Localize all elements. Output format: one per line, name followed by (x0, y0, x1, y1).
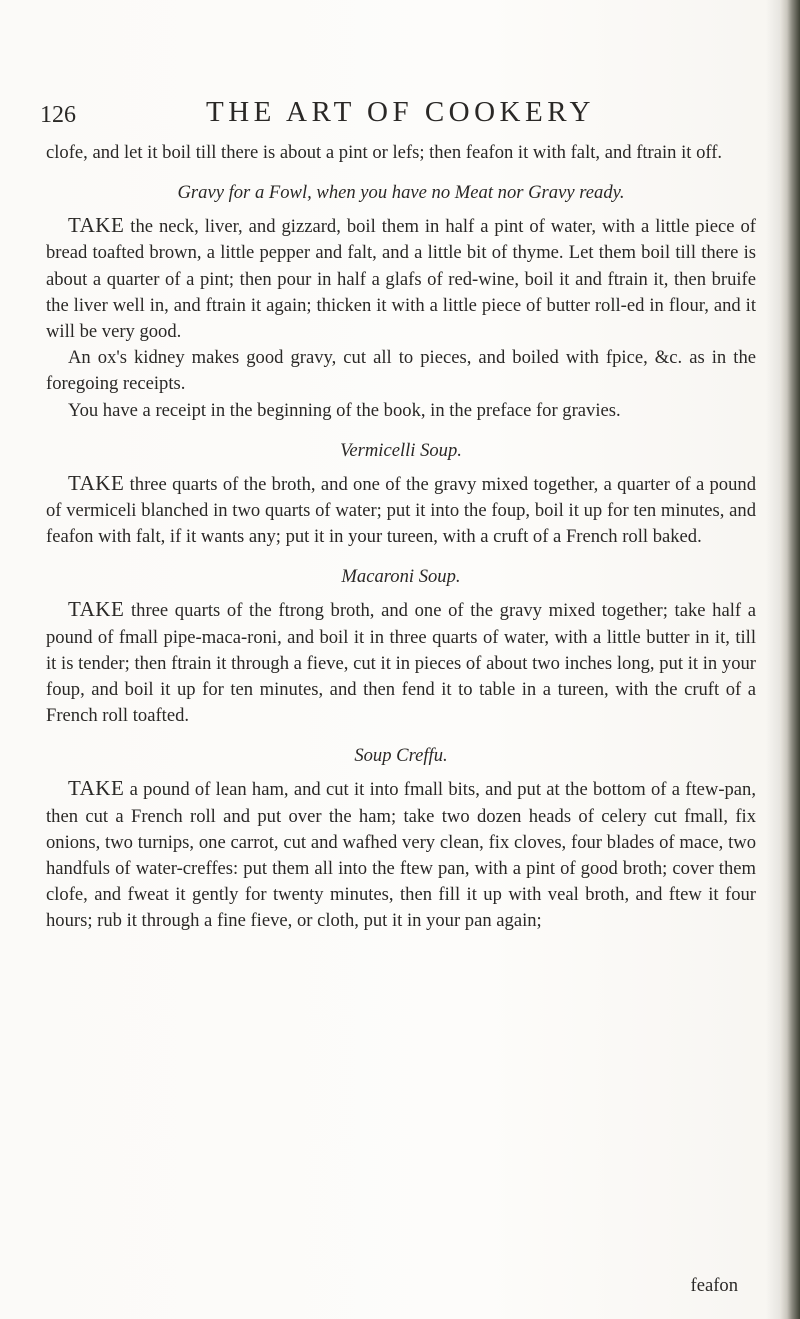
paragraph-text: three quarts of the broth, and one of the gravy mixed together, a quarter of a pound of vermiceli blanched in two quarts of water; put it into the foup, boil it up for ten minutes, and feafon with falt, if it wants any; put it in your tureen, with a cruft of a French roll baked. (46, 473, 756, 548)
recipe-paragraph (46, 398, 756, 424)
recipe-paragraph (46, 775, 756, 934)
running-head: THE ART OF COOKERY (206, 96, 595, 128)
paragraph-text: the neck, liver, and gizzard, boil them in half a pint of water, with a little piece of bread toafted brown, a little pepper and falt, and a little bit of thyme. Let them boil till there is about a quarter of a pint; then pour in half a glafs of red-wine, boil it and ftrain it, then bruife the liver well in, and ftrain it again; thicken it with a little piece of butter roll-ed in flour, and it will be very good. (46, 216, 756, 343)
lead-word: TAKE (68, 597, 125, 622)
section-title: Soup Creffu. (354, 745, 448, 767)
paragraph-text: a pound of lean ham, and cut it into fmall bits, and put at the bottom of a ftew-pan, then cut a French roll and put over the ham; take two dozen heads of celery cut fmall, fix onions, two turnips, one carrot, cut and wafhed very clean, fix cloves, four blades of mace, two handfuls of water-creffes: put them all into the ftew pan, with a pint of good broth; cover them clofe, and fweat it gently for twenty minutes, then fill it up with veal broth, and ftew it four hours; rub it through a fine fieve, or cloth, put it in your pan again; (46, 779, 756, 932)
recipe-paragraph (46, 212, 756, 345)
section-vermicelli-soup (46, 438, 756, 551)
page-header (40, 96, 750, 136)
section-soup-creffu (46, 743, 756, 934)
recipe-paragraph (46, 345, 756, 397)
section-title: Gravy for a Fowl, when you have no Meat nor Gravy ready. (177, 182, 625, 204)
section-title: Vermicelli Soup. (340, 439, 462, 461)
paragraph-text: An ox's kidney makes good gravy, cut all to pieces, and boiled with fpice, &c. as in the foregoing receipts. (46, 347, 756, 395)
lead-word: TAKE (68, 470, 125, 495)
recipe-paragraph (46, 596, 756, 729)
section-title: Macaroni Soup. (341, 566, 461, 588)
gutter-shadow (766, 0, 780, 1319)
body-text (46, 140, 756, 935)
paragraph-text: You have a receipt in the beginning of the book, in the preface for gravies. (68, 399, 621, 421)
catchword: feafon (690, 1275, 738, 1296)
continuation-paragraph: clofe, and let it boil till there is about a pint or lefs; then feafon it with falt, and ftrain it off. (46, 142, 723, 163)
section-gravy-fowl (46, 180, 756, 424)
recipe-paragraph (46, 470, 756, 551)
paragraph-text: three quarts of the ftrong broth, and one of the gravy mixed together; take half a pound of fmall pipe-maca-roni, and boil it in three quarts of water, with a little butter in it, till it is tender; then ftrain it through a fieve, cut it in pieces of about two inches long, put it in your foup, and boil it up for ten minutes, and then fend it to table in a tureen, with the cruft of a French roll toafted. (46, 600, 756, 727)
section-macaroni-soup (46, 564, 756, 729)
page-number: 126 (40, 102, 76, 128)
lead-word: TAKE (68, 776, 125, 801)
lead-word: TAKE (68, 213, 125, 238)
book-spine (780, 0, 800, 1319)
